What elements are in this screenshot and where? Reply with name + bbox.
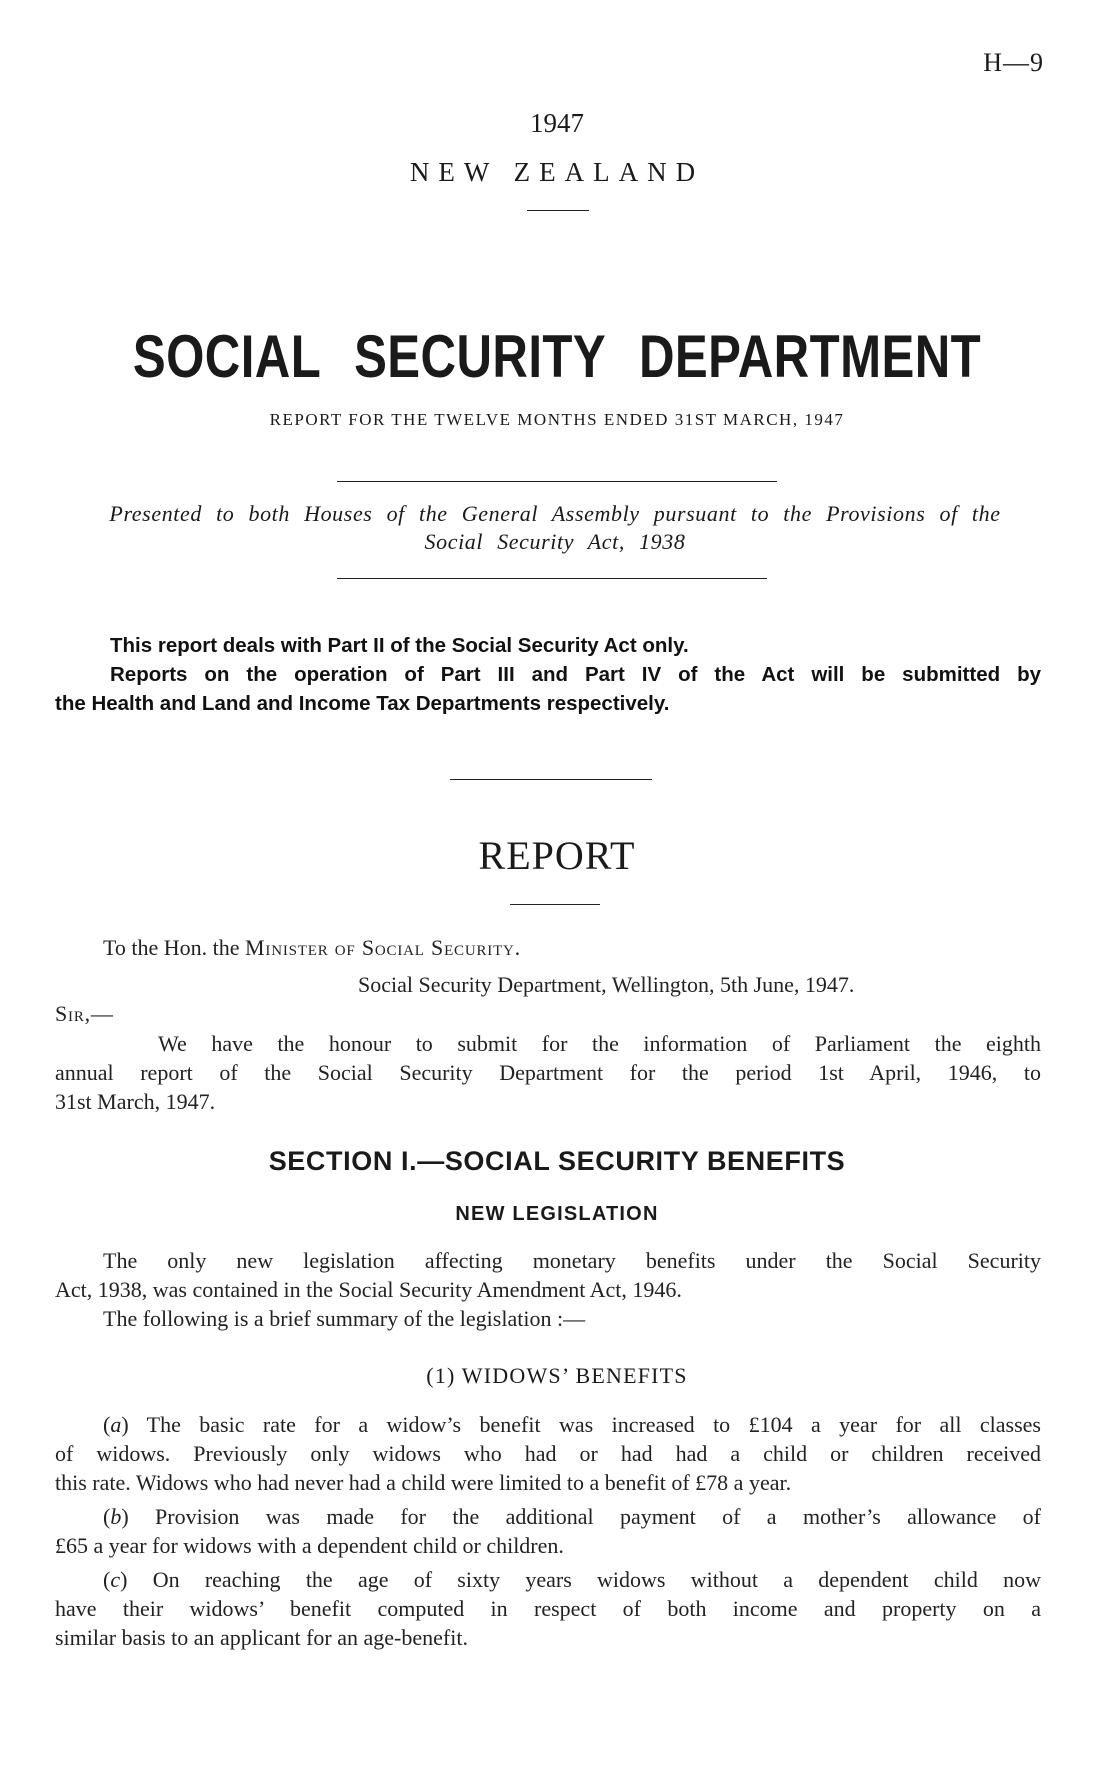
addressee-prefix: To the Hon. the (103, 935, 246, 960)
clause-b-label: b (110, 1504, 122, 1529)
legislation-paragraph-line: The only new legislation affecting monetary benefits under the Social Security (103, 1248, 1041, 1273)
addressee-title: Minister of Social Security. (245, 935, 521, 960)
legislation-paragraph-line: Act, 1938, was contained in the Social Security Amendment Act, 1946. (55, 1277, 682, 1302)
divider-rule (510, 904, 600, 905)
clause-b-line: (b) Provision was made for the additional payment of a mother’s allowance of (103, 1504, 1042, 1529)
clause-c-label: c (110, 1567, 121, 1592)
clause-a-text: The basic rate for a widow’s benefit was increased to £104 a year for all classes (146, 1412, 1041, 1437)
clause-c-text: On reaching the age of sixty years widows without a dependent child now (152, 1567, 1042, 1592)
salutation: Sir,— (55, 1001, 114, 1026)
divider-rule (450, 779, 652, 780)
document-reference: H—9 (983, 48, 1044, 77)
clause-a-line: (a) The basic rate for a widow’s benefit was increased to £104 a year for all classes (103, 1412, 1041, 1437)
clause-a-label: a (110, 1412, 122, 1437)
report-paragraph-line: annual report of the Social Security Department for the period 1st April, 1946, to (55, 1060, 1041, 1085)
addressee (103, 933, 521, 962)
scope-note-line: the Health and Land and Income Tax Departments respectively. (55, 692, 670, 715)
department-title: SOCIAL SECURITY DEPARTMENT (132, 323, 982, 390)
publication-year: 1947 (530, 108, 584, 138)
report-heading: REPORT (478, 833, 636, 878)
section-subheading: NEW LEGISLATION (455, 1203, 659, 1225)
clause-a-line: this rate. Widows who had never had a child were limited to a benefit of £78 a year. (55, 1470, 792, 1495)
clause-a-line: of widows. Previously only widows who had or had had a child or children received (55, 1441, 1041, 1466)
clause-b-text: Provision was made for the additional payment of a mother’s allowance of (155, 1504, 1042, 1529)
presented-line: Presented to both Houses of the General Assembly pursuant to the Provisions of the (109, 501, 1001, 526)
report-paragraph-line: 31st March, 1947. (55, 1089, 216, 1114)
clause-c-line: similar basis to an applicant for an age-benefit. (55, 1625, 468, 1650)
report-paragraph-line: We have the honour to submit for the information of Parliament the eighth (158, 1031, 1041, 1056)
clause-c-line: (c) On reaching the age of sixty years widows without a dependent child now (103, 1567, 1042, 1592)
dateline: Social Security Department, Wellington, 5th June, 1947. (358, 972, 855, 997)
clause-c-line: have their widows’ benefit computed in respect of both income and property on a (55, 1596, 1041, 1621)
scope-note-line: This report deals with Part II of the Social Security Act only. (110, 634, 689, 657)
country-name: NEW ZEALAND (409, 157, 705, 187)
section-heading: SECTION I.—SOCIAL SECURITY BENEFITS (268, 1146, 846, 1176)
presented-statement (55, 500, 1055, 556)
clause-b-line: £65 a year for widows with a dependent child or children. (55, 1533, 564, 1558)
scope-note-line: Reports on the operation of Part III and Part IV of the Act will be submitted by (110, 663, 1041, 686)
divider-rule (337, 578, 767, 579)
widows-benefits-heading: (1) WIDOWS’ BENEFITS (426, 1363, 688, 1388)
divider-rule (527, 210, 589, 211)
divider-rule (337, 481, 777, 482)
legislation-paragraph-line: The following is a brief summary of the legislation :— (103, 1306, 586, 1331)
report-subtitle: REPORT FOR THE TWELVE MONTHS ENDED 31ST MARCH, 1947 (269, 410, 845, 429)
presented-line: Social Security Act, 1938 (424, 529, 686, 554)
